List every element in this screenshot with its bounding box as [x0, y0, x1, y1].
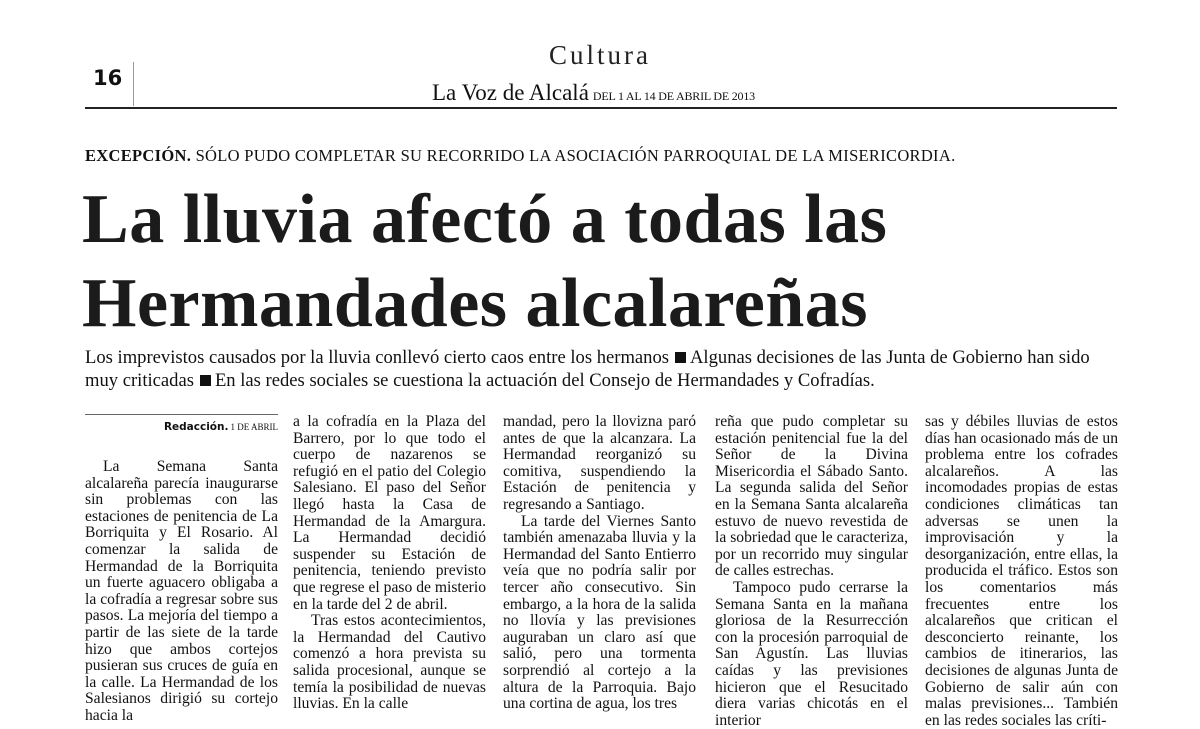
headline-line-2: Hermandades alcalareñas [82, 265, 869, 342]
article-column-2 [293, 414, 486, 713]
kicker [85, 146, 956, 166]
byline-date: 1 DE ABRIL [230, 422, 278, 432]
subhead-item-1: Los imprevistos causados por la lluvia conllevó cierto caos entre los hermanos [85, 347, 669, 368]
bullet-square-icon [200, 375, 211, 386]
headline [82, 178, 887, 346]
article-column-5 [925, 414, 1118, 729]
paragraph: La tarde del Viernes Santo también amenazaba lluvia y la Hermandad del Santo Entierro veía que no podría salir por tercer año consecutivo. Sin embargo, a la hora de la salida no llovía y las previsiones auguraban un claro así que salió, pero una tormenta sorprendió al cortejo a la altura de la Parroquia. Bajo una cortina de agua, los tres [503, 512, 696, 713]
paragraph: Tras estos acontecimientos, la Hermandad del Cautivo comenzó a hora prevista su salida procesional, aunque se temía la posibilidad de nuevas lluvias. En la calle [293, 612, 486, 713]
masthead [432, 80, 755, 106]
subhead-item-3: En las redes sociales se cuestiona la actuación del Consejo de Hermandades y Cofradías. [214, 370, 875, 391]
paragraph: mandad, pero la llovizna paró antes de que la alcanzara. La Hermandad reorganizó su comitiva, suspendiendo la Estación de penitencia y regresando a Santiago. [503, 413, 696, 513]
paragraph: sas y débiles lluvias de estos días han ocasionado más de un problema entre los cofrades alcalareños. A las incomodades propias de estas condiciones climáticas tan adversas se unen la improvisación y la desorganización, entre ellas, la producida el tráfico. Estos son los comentarios más frecuentes entre los alcalareños que critican el desconcierto reinante, los cambios de itinerarios, las decisiones de algunas Junta de Gobierno de salir aún con malas previsiones... También en las redes sociales las críti- [925, 413, 1118, 729]
page-number: 16 [93, 66, 123, 90]
kicker-label: EXCEPCIÓN. [85, 146, 192, 165]
headline-line-1: La lluvia afectó a todas las [82, 181, 888, 258]
paragraph: Tampoco pudo cerrarse la Semana Santa en la mañana gloriosa de la Resurrección con la procesión parroquial de San Agustín. Las lluvias caídas y las previsiones hicieron que el Resucitado diera varias chicotás en el interior [715, 578, 908, 729]
header-rule [85, 107, 1117, 109]
bullet-square-icon [675, 352, 686, 363]
section-title: Cultura [549, 40, 651, 70]
paragraph: a la cofradía en la Plaza del Barrero, por lo que todo el cuerpo de nazarenos se refugió en el patio del Colegio Salesiano. El paso del Señor llegó hasta la Casa de Hermandad de la Amargura. La Hermandad decidió suspender su Estación de penitencia, teniendo previsto que regrese el paso de misterio en la tarde del 2 de abril. [293, 413, 486, 613]
byline [85, 414, 278, 435]
byline-author: Redacción. [163, 421, 229, 433]
paragraph: reña que pudo completar su estación penitencial fue la del Señor de la Divina Misericordia el Sábado Santo. La segunda salida del Señor en la Semana Santa alcalareña estuvo de nuevo revestida de la sobriedad que le caracteriza, por un recorrido muy singular de calles estrechas. [715, 413, 908, 580]
issue-dates: DEL 1 AL 14 DE ABRIL DE 2013 [592, 89, 755, 103]
paragraph: La Semana Santa alcalareña parecía inaugurarse sin problemas con las estaciones de penitencia de La Borriquita y El Rosario. Al comenzar la salida de Hermandad de la Borriquita un fuerte aguacero obligaba a la cofradía a regresar sobre sus pasos. La mejoría del tiempo a partir de las siete de la tarde hizo que ambos cortejos pusieran sus cruces de guía en la calle. La Hermandad de los Salesianos dirigió su cortejo hacia la [85, 458, 278, 724]
article-column-3 [503, 414, 696, 713]
article-column-4 [715, 414, 908, 729]
article-column-1 [85, 414, 278, 725]
kicker-text: SÓLO PUDO COMPLETAR SU RECORRIDO LA ASOCIACIÓN PARROQUIAL DE LA MISERICORDIA. [195, 146, 956, 165]
publication-name: La Voz de Alcalá [432, 80, 589, 105]
subhead-item-2: Algunas decisiones de las Junta de Gobierno han sido muy criticadas [85, 347, 1090, 391]
subheadline [85, 346, 1125, 392]
